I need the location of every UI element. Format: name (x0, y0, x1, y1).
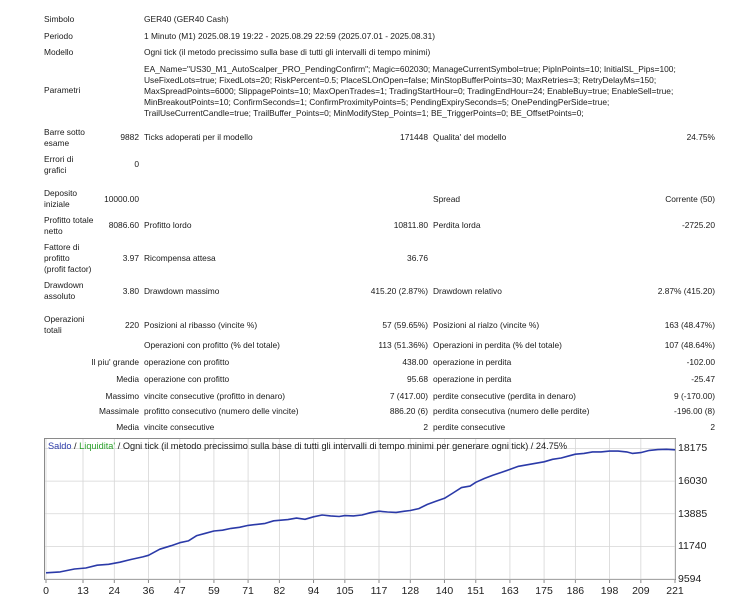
x-tick-label: 13 (77, 585, 89, 597)
gross-loss-value: -2725.20 (681, 220, 715, 230)
param-line: EA_Name="US30_M1_AutoScalper_PRO_PendingConfirm"; Magic=602030; ManageCurrentSymbol=true; PipInPoints=10; InitialSL_Pips=100; (144, 64, 676, 74)
spread-label: Spread (433, 194, 461, 204)
dd-rel-label: Drawdown relativo (433, 286, 502, 296)
trades-label-line2: totali (44, 325, 62, 335)
avg-consec-wins-label: vincite consecutive (144, 422, 215, 432)
maximum-label: Massimo (105, 391, 139, 401)
bars-value: 9882 (120, 132, 139, 142)
average-loss-value: -25.47 (691, 374, 715, 384)
spread-value: Corrente (50) (665, 194, 715, 204)
short-positions-label: Posizioni al ribasso (vincite %) (144, 320, 258, 330)
net-profit-label-line1: Profitto totale (44, 215, 94, 225)
legend-description: / Ogni tick (il metodo precissimo sulla base di tutti gli intervalli di tempo minimi per generare ogni tick) / 24.75% (115, 441, 568, 451)
gross-profit-value: 10811.80 (393, 220, 428, 230)
trades-value: 220 (125, 320, 139, 330)
loss-trades-label: Operazioni in perdita (% del totale) (433, 340, 562, 350)
trades-label-line1: Operazioni (44, 314, 85, 324)
x-tick-label: 47 (173, 585, 186, 597)
x-tick-label: 221 (666, 585, 684, 597)
y-tick-label: 16030 (678, 475, 708, 488)
average-profit-label: operazione con profitto (144, 374, 230, 384)
param-line: UseFixedLots=true; FixedLots=20; RiskPercent=0.5; PlaceSLOnOpen=false; MinStopBufferPoints=30; MaxRetries=3; RetryDelayMs=150; (144, 75, 657, 85)
average-profit-value: 95.68 (407, 374, 428, 384)
max-consec-wins-label: vincite consecutive (profitto in denaro) (144, 391, 286, 401)
quality-value: 24.75% (686, 132, 715, 142)
x-tick-label: 94 (307, 585, 320, 597)
errors-label-line2: grafici (44, 165, 67, 175)
largest-loss-label: operazione in perdita (433, 357, 512, 367)
dd-abs-value: 3.80 (122, 286, 139, 296)
short-positions-value: 57 (59.65%) (382, 320, 428, 330)
avg-consec-wins-value: 2 (423, 422, 428, 432)
avg-consec-label: Media (116, 422, 139, 432)
param-line: MaxSpreadPoints=6000; SlippagePoints=10; MaxOpenTrades=1; TradingStartHour=0; TradingEndHour=24; EnableBuy=true; EnableSell=true; (144, 86, 674, 96)
params-label: Parametri (44, 85, 81, 95)
deposit-label-line1: Deposito (44, 188, 78, 198)
x-tick-label: 209 (632, 585, 650, 597)
x-tick-label: 59 (208, 585, 220, 597)
long-positions-value: 163 (48.47%) (664, 320, 715, 330)
ticks-value: 171448 (400, 132, 428, 142)
max-consec-losses-value: 9 (-170.00) (674, 391, 715, 401)
period-value: 1 Minuto (M1) 2025.08.19 19:22 - 2025.08.29 22:59 (2025.07.01 - 2025.08.31) (144, 31, 436, 41)
period-label: Periodo (44, 31, 73, 41)
long-positions-label: Posizioni al rialzo (vincite %) (433, 320, 540, 330)
x-tick-label: 105 (336, 585, 354, 597)
model-label: Modello (44, 47, 74, 57)
profit-trades-value: 113 (51.36%) (378, 340, 428, 350)
avg-consec-losses-label: perdite consecutive (433, 422, 506, 432)
net-profit-value: 8086.60 (108, 220, 139, 230)
largest-profit-label: operazione con profitto (144, 357, 230, 367)
y-tick-label: 18175 (678, 442, 708, 455)
errors-label-line1: Errori di (44, 154, 74, 164)
average-label: Media (116, 374, 139, 384)
x-tick-label: 82 (273, 585, 286, 597)
largest-loss-value: -102.00 (686, 357, 715, 367)
x-tick-label: 117 (370, 585, 388, 597)
loss-trades-value: 107 (48.64%) (664, 340, 715, 350)
dd-abs-label-line1: Drawdown (44, 280, 84, 290)
maximal-label: Massimale (98, 406, 139, 416)
maximal-loss-label: perdita consecutiva (numero delle perdite) (433, 406, 590, 416)
profit-factor-label-line2: profitto (44, 253, 70, 263)
avg-consec-losses-value: 2 (710, 422, 715, 432)
x-tick-label: 163 (501, 585, 519, 597)
gross-loss-label: Perdita lorda (433, 220, 481, 230)
maximal-profit-value: 886.20 (6) (389, 406, 428, 416)
net-profit-label-line2: netto (44, 226, 63, 236)
model-value: Ogni tick (il metodo precissimo sulla base di tutti gli intervalli di tempo minimi) (144, 47, 431, 57)
dd-max-value: 415.20 (2.87%) (370, 286, 428, 296)
gross-profit-label: Profitto lordo (144, 220, 192, 230)
param-line: MinBreakoutPoints=10; ConfirmSeconds=1; ConfirmProximityPoints=5; PendingExpirySeconds=5; OnePendingPerSide=true; (144, 97, 610, 107)
x-tick-label: 186 (566, 585, 585, 597)
x-tick-label: 0 (43, 585, 49, 597)
x-tick-label: 198 (600, 585, 619, 597)
x-tick-label: 151 (467, 585, 485, 597)
maximal-loss-value: -196.00 (8) (674, 406, 715, 416)
y-tick-label: 11740 (678, 540, 707, 553)
quality-label: Qualita' del modello (433, 132, 507, 142)
param-line: TrailUseCurrentCandle=true; TrailBuffer_Points=0; MinModifyStep_Points=1; BE_TriggerPoints=0; BE_OffsetPoints=0; (144, 108, 584, 118)
dd-rel-value: 2.87% (415.20) (657, 286, 715, 296)
balance-series-line (46, 449, 675, 573)
x-tick-label: 175 (535, 585, 553, 597)
y-tick-label: 13885 (678, 507, 708, 520)
y-tick-label: 9594 (678, 573, 702, 585)
profit-trades-label: Operazioni con profitto (% del totale) (144, 340, 280, 350)
bars-label-line1: Barre sotto (44, 127, 85, 137)
maximal-profit-label: profitto consecutivo (numero delle vincite) (144, 406, 299, 416)
largest-profit-value: 438.00 (402, 357, 428, 367)
balance-chart (43, 438, 708, 597)
legend-balance: Saldo (48, 441, 72, 451)
expected-payoff-value: 36.76 (407, 253, 428, 263)
legend-equity: Liquidita' (79, 441, 116, 451)
max-consec-losses-label: perdite consecutive (perdita in denaro) (433, 391, 576, 401)
bars-label-line2: esame (44, 138, 70, 148)
legend-separator: / (71, 441, 80, 451)
average-loss-label: operazione in perdita (433, 374, 512, 384)
x-tick-label: 24 (108, 585, 121, 597)
profit-factor-label-line1: Fattore di (44, 242, 80, 252)
x-tick-label: 128 (401, 585, 420, 597)
dd-max-label: Drawdown massimo (144, 286, 220, 296)
max-consec-wins-value: 7 (417.00) (389, 391, 428, 401)
symbol-label: Simbolo (44, 14, 75, 24)
x-tick-label: 71 (242, 585, 254, 597)
errors-value: 0 (134, 159, 139, 169)
x-tick-label: 140 (435, 585, 454, 597)
largest-label: Il piu' grande (91, 357, 139, 367)
symbol-value: GER40 (GER40 Cash) (144, 14, 229, 24)
ticks-label: Ticks adoperati per il modello (144, 132, 253, 142)
dd-abs-label-line2: assoluto (44, 291, 76, 301)
chart-legend (48, 441, 567, 451)
deposit-value: 10000.00 (104, 194, 139, 204)
expected-payoff-label: Ricompensa attesa (144, 253, 216, 263)
profit-factor-value: 3.97 (122, 253, 139, 263)
profit-factor-label-line3: (profit factor) (44, 264, 92, 274)
deposit-label-line2: iniziale (44, 199, 70, 209)
balance-chart-svg (43, 438, 684, 598)
x-tick-label: 36 (142, 585, 155, 597)
